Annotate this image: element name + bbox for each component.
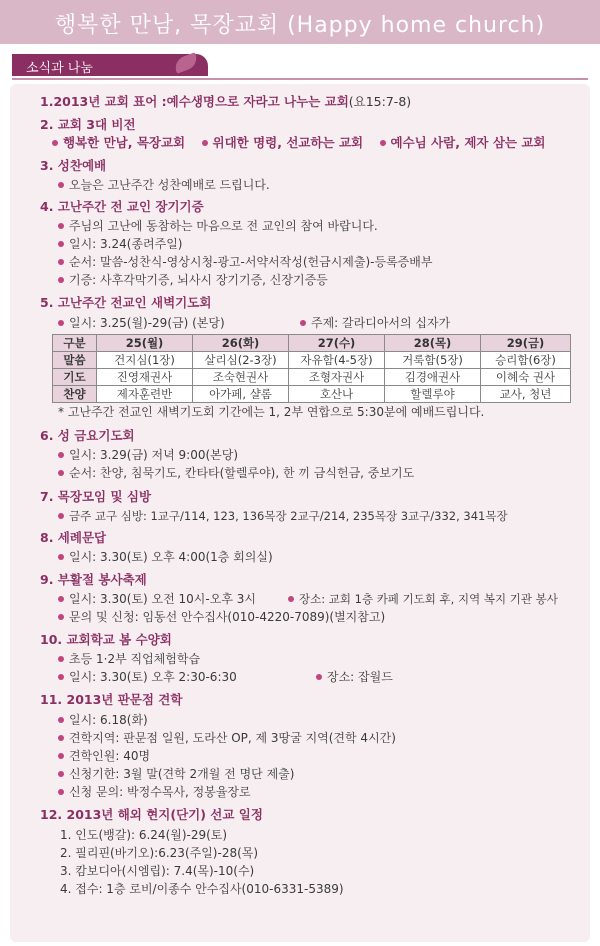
- bullet-icon: [58, 452, 64, 458]
- item-7-heading: 7. 목장모임 및 심방: [40, 489, 152, 504]
- item-11-bullet-5: [58, 784, 251, 800]
- item-10-bullet-1: [58, 651, 200, 667]
- item-10-text-2: 일시: 3.30(토) 오후 2:30-6:30: [69, 670, 237, 684]
- item-9-heading: 9. 부활절 봉사축제: [40, 572, 147, 587]
- item-5-bullet-2: [300, 315, 450, 331]
- item-1-ref: (요15:7-8): [348, 94, 412, 109]
- table-header-cell: 28(목): [385, 335, 481, 352]
- table-cell: 건지심(1장): [97, 352, 193, 369]
- item-9-text-3: 문의 및 신청: 임동선 안수집사(010-4220-7089)(별지참고): [69, 610, 386, 624]
- bullet-icon: [52, 140, 58, 146]
- table-header-cell: 26(화): [193, 335, 289, 352]
- item-8-bullet-1: [58, 549, 273, 565]
- item-7-bullet-1: [58, 508, 508, 524]
- item-5-bullet-1: [58, 315, 225, 331]
- table-cell: 조형자권사: [289, 369, 385, 386]
- item-6-bullet-1: [58, 447, 238, 463]
- item-11-text-1: 일시: 6.18(화): [69, 713, 148, 727]
- bullet-icon: [316, 674, 322, 680]
- item-4-text-4: 기증: 사후각막기증, 뇌사시 장기기증, 신장기증등: [69, 273, 328, 287]
- item-10-bullet-3: [316, 669, 393, 685]
- bullet-icon: [288, 596, 294, 602]
- item-11-bullet-3: [58, 748, 150, 764]
- item-11-bullet-1: [58, 712, 148, 728]
- item-12-line-4: 4. 접수: 1층 로비/이종수 안수집사(010-6331-5389): [60, 882, 344, 896]
- bullet-icon: [58, 259, 64, 265]
- header-banner: [0, 0, 600, 44]
- item-11-text-5: 신청 문의: 박정수목사, 정봉율장로: [69, 785, 251, 799]
- table-cell: 김경애권사: [385, 369, 481, 386]
- table-cell: 승리함(6장): [481, 352, 571, 369]
- item-9-bullet-2: [288, 591, 558, 607]
- bullet-icon: [58, 771, 64, 777]
- item-1-heading: [40, 94, 411, 110]
- bullet-icon: [58, 470, 64, 476]
- item-1-motto: 예수생명으로 자라고 나누는 교회: [166, 94, 349, 109]
- item-7-text-1: 금주 교구 심방: 1교구/114, 123, 136목장 2교구/214, 235목장 3교구/332, 341목장: [69, 509, 508, 523]
- item-5-text-1: 일시: 3.25(월)-29(금) (본당): [69, 316, 225, 330]
- item-2-heading: 2. 교회 3대 비전: [40, 117, 136, 132]
- bullet-icon: [300, 320, 306, 326]
- table-cell: 호산나: [289, 386, 385, 403]
- bullet-icon: [58, 596, 64, 602]
- bullet-icon: [58, 554, 64, 560]
- bullet-icon: [58, 182, 64, 188]
- item-12-heading: 12. 2013년 해외 현지(단기) 선교 일정: [40, 807, 263, 822]
- item-4-text-1: 주님의 고난에 동참하는 마음으로 전 교인의 참여 바랍니다.: [69, 219, 378, 233]
- item-11-text-2: 견학지역: 판문점 일원, 도라산 OP, 제 3땅굴 지역(견학 4시간): [69, 731, 396, 745]
- item-4-bullet-3: [58, 254, 432, 270]
- item-11-text-3: 견학인원: 40명: [69, 749, 151, 763]
- item-11-bullet-4: [58, 766, 294, 782]
- item-3-heading: 3. 성찬예배: [40, 158, 107, 173]
- bullet-icon: [58, 789, 64, 795]
- item-3-text-1: 오늘은 고난주간 성찬예배로 드립니다.: [69, 178, 270, 192]
- item-4-text-3: 순서: 말씀-성찬식-영상시청-광고-서약서작성(헌금시제출)-등록증배부: [69, 255, 433, 269]
- table-cell: 살리심(2-3장): [193, 352, 289, 369]
- item-4-bullet-4: [58, 272, 328, 288]
- bullet-icon: [202, 140, 208, 146]
- table-cell: 제자훈련반: [97, 386, 193, 403]
- bullet-icon: [58, 735, 64, 741]
- table-cell: 교사, 청년: [481, 386, 571, 403]
- bullet-icon: [58, 614, 64, 620]
- table-cell: 조숙현권사: [193, 369, 289, 386]
- item-10-heading: 10. 교회학교 봄 수양회: [40, 632, 172, 647]
- table-header-row: [53, 335, 571, 352]
- table-cell: 진영재권사: [97, 369, 193, 386]
- item-6-text-1: 일시: 3.29(금) 저녁 9:00(본당): [69, 448, 239, 462]
- item-9-bullet-3: [58, 609, 385, 625]
- item-12-line-3: 3. 캄보디아(시엠립): 7.4(목)-10(수): [60, 864, 255, 878]
- item-9-text-2: 장소: 교회 1층 카페 기도회 후, 지역 복지 기관 봉사: [299, 592, 558, 606]
- table-cell: 거룩함(5장): [385, 352, 481, 369]
- page-title: 행복한 만남, 목장교회 (Happy home church): [54, 13, 546, 38]
- item-6-text-2: 순서: 찬양, 침묵기도, 칸타타(할렐루야), 한 끼 금식헌금, 중보기도: [69, 466, 415, 480]
- table-cell: 아가페, 샬롬: [193, 386, 289, 403]
- table-row-header: 말씀: [53, 352, 97, 369]
- bullet-icon: [58, 717, 64, 723]
- table-cell: 자유함(4-5장): [289, 352, 385, 369]
- section-divider: [12, 78, 588, 80]
- item-10-text-3: 장소: 잡월드: [327, 670, 393, 684]
- table-header-cell: 25(월): [97, 335, 193, 352]
- item-11-heading: 11. 2013년 판문점 견학: [40, 692, 183, 707]
- bullet-icon: [58, 223, 64, 229]
- bullet-icon: [58, 513, 64, 519]
- vision-3: 예수님 사람, 제자 삼는 교회: [390, 135, 546, 150]
- item-12-line-2: 2. 필리핀(바기오):6.23(주일)-28(목): [60, 846, 259, 860]
- bullet-icon: [58, 320, 64, 326]
- item-4-bullet-2: [58, 236, 183, 252]
- item-3-bullet-1: [58, 177, 270, 193]
- item-9-text-1: 일시: 3.30(토) 오전 10시-오후 3시: [69, 592, 256, 606]
- bullet-icon: [380, 140, 386, 146]
- item-1-prefix: 1.2013년 교회 표어 :: [40, 94, 167, 109]
- table-header-cell: 구분: [53, 335, 97, 352]
- item-5-heading: 5. 고난주간 전교인 새벽기도회: [40, 295, 212, 310]
- item-5-text-2: 주제: 갈라디아서의 십자가: [311, 316, 451, 330]
- item-4-bullet-1: [58, 218, 378, 234]
- table-row: [53, 386, 571, 403]
- item-4-text-2: 일시: 3.24(종려주일): [69, 237, 183, 251]
- bullet-icon: [58, 277, 64, 283]
- item-11-text-4: 신청기한: 3월 말(견학 2개월 전 명단 제출): [69, 767, 295, 781]
- item-8-text-1: 일시: 3.30(토) 오후 4:00(1층 회의실): [69, 550, 273, 564]
- item-6-heading: 6. 성 금요기도회: [40, 428, 135, 443]
- table-row-header: 기도: [53, 369, 97, 386]
- prayer-schedule-table: [52, 334, 571, 403]
- table-row: [53, 369, 571, 386]
- table-cell: 할렐루야: [385, 386, 481, 403]
- bullet-icon: [58, 674, 64, 680]
- section-tab-label: 소식과 나눔: [26, 61, 93, 76]
- bullet-icon: [58, 241, 64, 247]
- item-10-text-1: 초등 1·2부 직업체험학습: [69, 652, 201, 666]
- table-row-header: 찬양: [53, 386, 97, 403]
- item-9-bullet-1: [58, 591, 256, 607]
- item-2-visions: [52, 135, 545, 151]
- table-header-cell: 27(수): [289, 335, 385, 352]
- vision-1: 행복한 만남, 목장교회: [63, 135, 186, 150]
- item-12-line-1: 1. 인도(뱅갈): 6.24(월)-29(토): [60, 828, 228, 842]
- bullet-icon: [58, 753, 64, 759]
- table-row: [53, 352, 571, 369]
- item-10-bullet-2: [58, 669, 237, 685]
- item-6-bullet-2: [58, 465, 414, 481]
- item-5-note: * 고난주간 전교인 새벽기도회 기간에는 1, 2부 연합으로 5:30분에 예배드립니다.: [58, 405, 485, 419]
- item-4-heading: 4. 고난주간 전 교인 장기기증: [40, 199, 204, 214]
- item-11-bullet-2: [58, 730, 396, 746]
- table-header-cell: 29(금): [481, 335, 571, 352]
- vision-2: 위대한 명령, 선교하는 교회: [212, 135, 364, 150]
- bullet-icon: [58, 656, 64, 662]
- item-8-heading: 8. 세례문답: [40, 530, 107, 545]
- table-cell: 이혜숙 권사: [481, 369, 571, 386]
